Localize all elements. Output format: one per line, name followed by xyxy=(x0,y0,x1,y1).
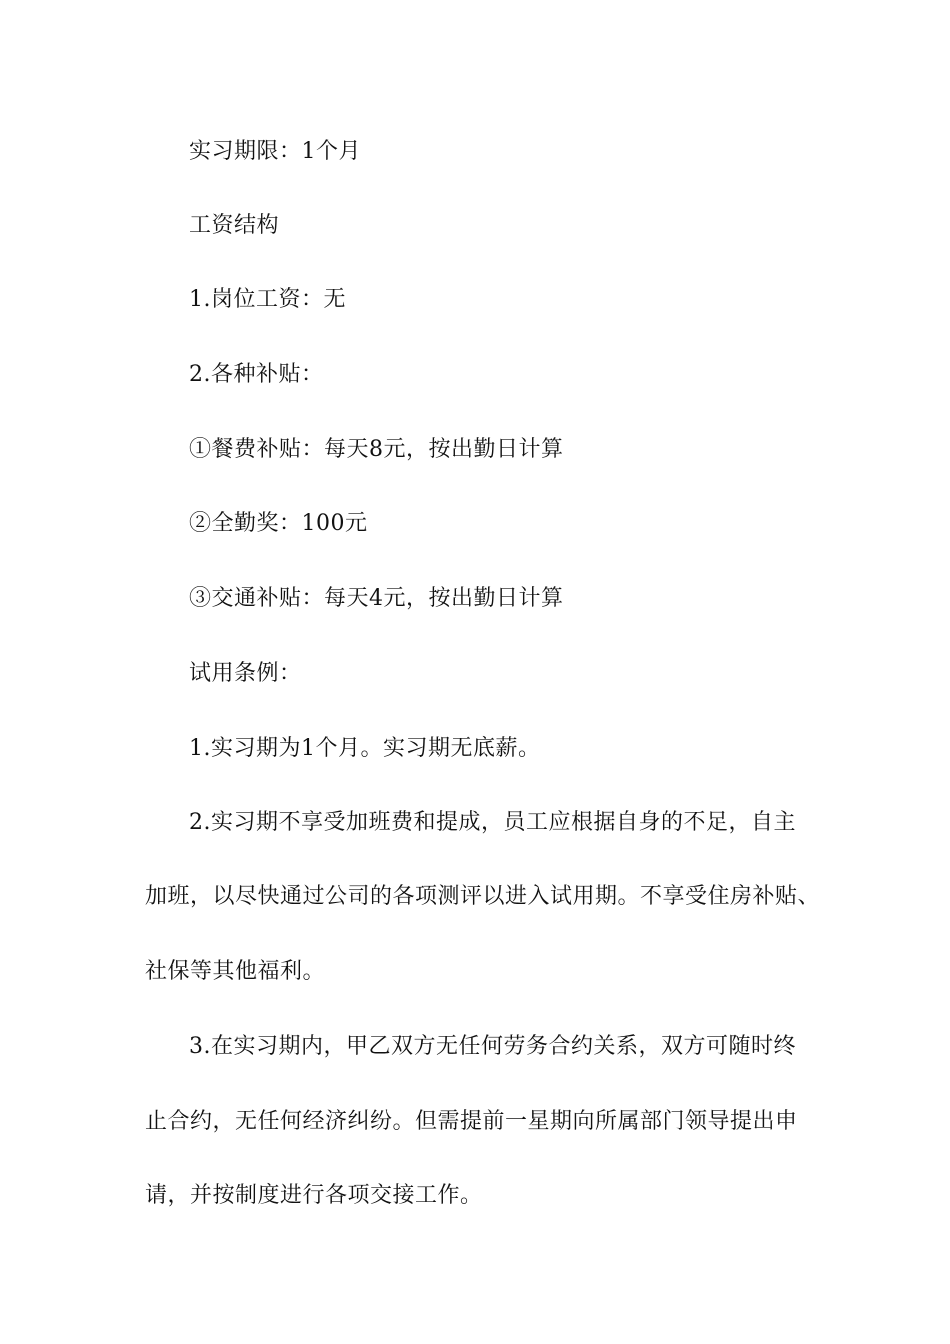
probation-rules-heading: 试用条例： xyxy=(189,661,302,686)
internship-period: 实习期限：1个月 xyxy=(189,139,361,164)
attendance-bonus-item: ②全勤奖：100元 xyxy=(189,511,368,536)
rule-2-line-3: 社保等其他福利。 xyxy=(145,959,326,984)
transport-allowance-item: ③交通补贴：每天4元，按出勤日计算 xyxy=(189,586,564,611)
rule-1: 1.实习期为1个月。实习期无底薪。 xyxy=(189,736,541,761)
meal-allowance-item: ①餐费补贴：每天8元，按出勤日计算 xyxy=(189,437,564,462)
position-salary-item: 1.岗位工资：无 xyxy=(189,287,346,312)
rule-2-line-1: 2.实习期不享受加班费和提成，员工应根据自身的不足，自主 xyxy=(189,810,796,835)
salary-structure-heading: 工资结构 xyxy=(189,213,280,238)
rule-2-line-2: 加班，以尽快通过公司的各项测评以进入试用期。不享受住房补贴、 xyxy=(145,884,821,909)
rule-3-line-3: 请，并按制度进行各项交接工作。 xyxy=(145,1183,483,1208)
rule-3-line-1: 3.在实习期内，甲乙双方无任何劳务合约关系，双方可随时终 xyxy=(189,1034,796,1059)
rule-3-line-2: 止合约，无任何经济纠纷。但需提前一星期向所属部门领导提出申 xyxy=(145,1109,798,1134)
allowances-item: 2.各种补贴： xyxy=(189,362,324,387)
